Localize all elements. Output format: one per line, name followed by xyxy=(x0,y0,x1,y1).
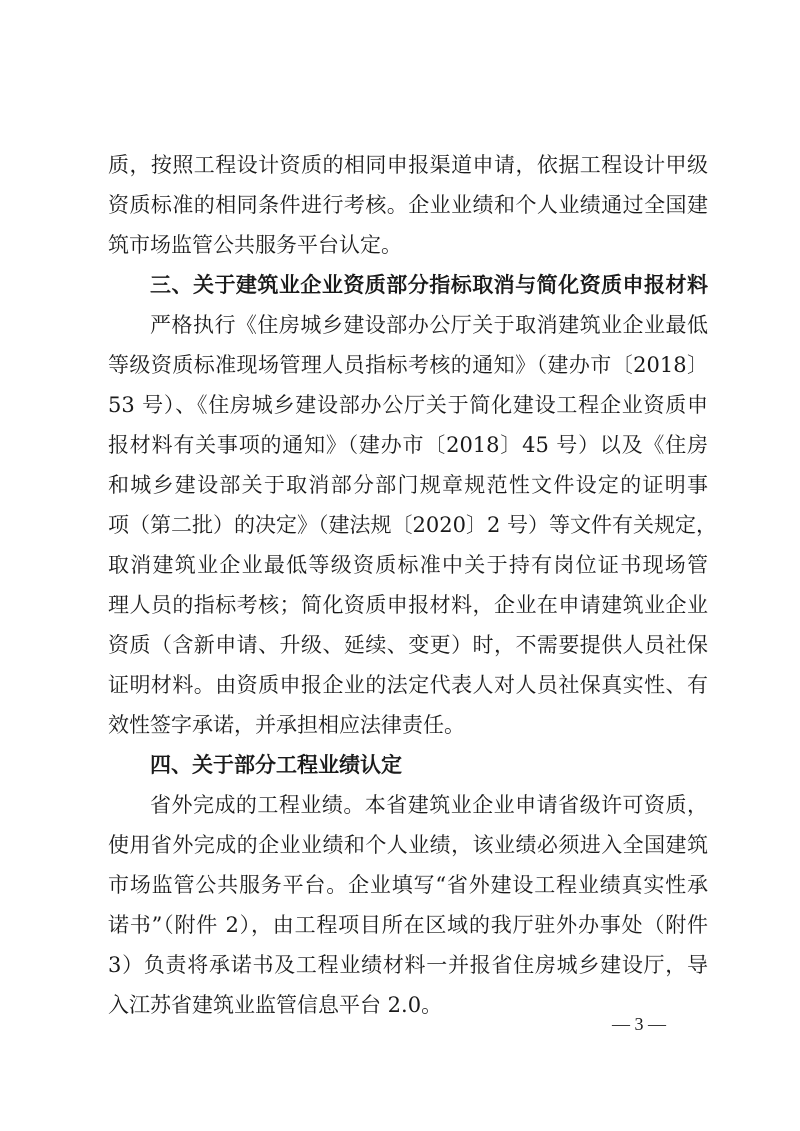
body-line: 筑市场监管公共服务平台认定。 xyxy=(108,233,402,257)
body-line: 理人员的指标考核；简化资质申报材料，企业在申请建筑业企业 xyxy=(108,593,708,617)
section-heading-4: 四、关于部分工程业绩认定 xyxy=(150,753,402,777)
body-line: 资质标准的相同条件进行考核。企业业绩和个人业绩通过全国建 xyxy=(108,193,708,217)
body-line: 市场监管公共服务平台。企业填写“省外建设工程业绩真实性承 xyxy=(108,873,708,897)
section-heading-3: 三、关于建筑业企业资质部分指标取消与简化资质申报材料 xyxy=(150,273,708,297)
body-line: 项（第二批）的决定》（建法规〔2020〕2 号）等文件有关规定， xyxy=(108,513,717,537)
body-line: 报材料有关事项的通知》（建办市〔2018〕45 号）以及《住房 xyxy=(108,433,708,457)
body-line: 资质（含新申请、升级、延续、变更）时，不需要提供人员社保 xyxy=(108,633,708,657)
body-line: 53 号）、《住房城乡建设部办公厅关于简化建设工程企业资质申 xyxy=(108,393,708,417)
page-number: — 3 — xyxy=(612,1014,666,1034)
body-line: 使用省外完成的企业业绩和个人业绩，该业绩必须进入全国建筑 xyxy=(108,833,708,857)
body-line: 证明材料。由资质申报企业的法定代表人对人员社保真实性、有 xyxy=(108,673,708,697)
body-line: 和城乡建设部关于取消部分部门规章规范性文件设定的证明事 xyxy=(108,473,708,497)
body-line: 诺书”（附件 2），由工程项目所在区域的我厅驻外办事处（附件 xyxy=(108,913,708,937)
body-line: 质，按照工程设计资质的相同申报渠道申请，依据工程设计甲级 xyxy=(108,153,708,177)
body-line: 效性签字承诺，并承担相应法律责任。 xyxy=(108,713,465,737)
body-line: 取消建筑业企业最低等级资质标准中关于持有岗位证书现场管 xyxy=(108,553,708,577)
body-line: 入江苏省建筑业监管信息平台 2.0。 xyxy=(108,993,443,1017)
body-line: 严格执行《住房城乡建设部办公厅关于取消建筑业企业最低 xyxy=(150,313,708,337)
body-line: 省外完成的工程业绩。本省建筑业企业申请省级许可资质， xyxy=(150,793,708,817)
body-line: 等级资质标准现场管理人员指标考核的通知》（建办市〔2018〕 xyxy=(108,353,708,377)
body-line: 3）负责将承诺书及工程业绩材料一并报省住房城乡建设厅，导 xyxy=(108,953,708,977)
